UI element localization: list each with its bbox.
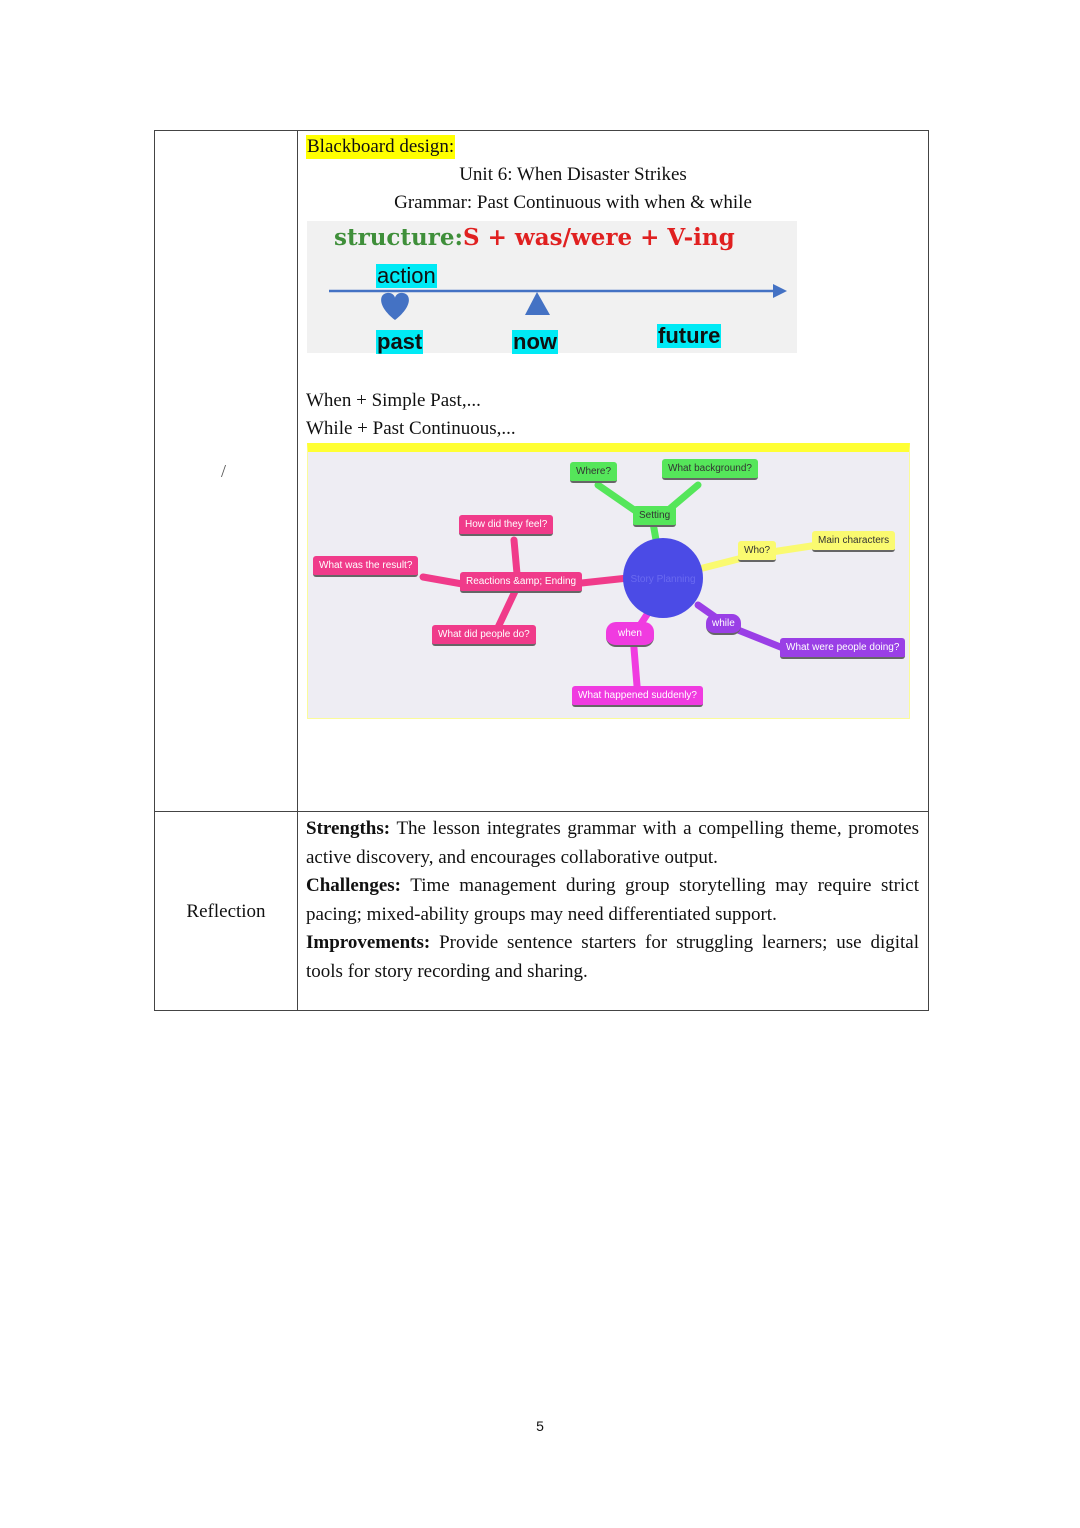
grammar-title: Grammar: Past Continuous with when & while [394,192,752,213]
structure-label: structure: [334,224,464,251]
unit-title: Unit 6: When Disaster Strikes [459,164,687,185]
improvements-text: Provide sentence starters for struggling learners; use digital tools for story recording and sharing. [306,932,920,982]
page-number: 5 [536,1418,544,1434]
challenges-text: Time management during group storytelling may require strict pacing; mixed-ability groups may need differentiated support. [306,875,919,925]
triangle-now-icon [525,292,550,315]
node-were-doing: What were people doing? [780,638,905,659]
node-people-do: What did people do? [432,625,536,646]
challenges-label: Challenges: [306,875,401,896]
node-suddenly: What happened suddenly? [572,686,703,707]
node-background: What background? [662,459,758,480]
when-rule: When + Simple Past,... [306,390,481,411]
node-when: when [606,622,654,647]
story-mind-map [307,443,910,719]
row-label-reflection: Reflection [186,901,266,922]
lesson-table [154,130,929,1011]
action-tag: action [377,263,436,288]
heart-marker-icon [381,293,409,320]
node-result: What was the result? [313,556,418,577]
mind-map-links [308,443,911,719]
now-tag: now [513,329,557,354]
strengths-label: Strengths: [306,818,391,839]
story-planning-label: Story Planning [630,574,696,585]
node-while: while [706,614,741,635]
node-main-characters: Main characters [812,531,895,552]
node-feel: How did they feel? [459,515,553,536]
while-rule: While + Past Continuous,... [306,418,516,439]
blackboard-title: Blackboard design: [307,136,455,157]
row-divider [155,811,928,812]
strengths-paragraph [306,815,919,872]
past-tag: past [377,329,423,354]
future-tag: future [658,323,721,348]
improvements-label: Improvements: [306,932,431,953]
arrow-head-icon [773,284,787,298]
structure-formula-text: S + was/were + V-ing [463,224,735,251]
reflection-text [306,815,919,986]
strengths-text: The lesson integrates grammar with a compelling theme, promotes active discovery, and encourages collaborative output. [306,818,919,868]
node-setting: Setting [633,506,676,527]
node-reactions: Reactions &amp; Ending [460,572,582,593]
node-who: Who? [738,541,776,562]
timeline-diagram [307,221,797,353]
row-label-blackboard: / [221,461,227,481]
improvements-paragraph [306,929,919,986]
node-where: Where? [570,462,617,483]
column-divider [297,131,298,1010]
challenges-paragraph [306,872,919,929]
